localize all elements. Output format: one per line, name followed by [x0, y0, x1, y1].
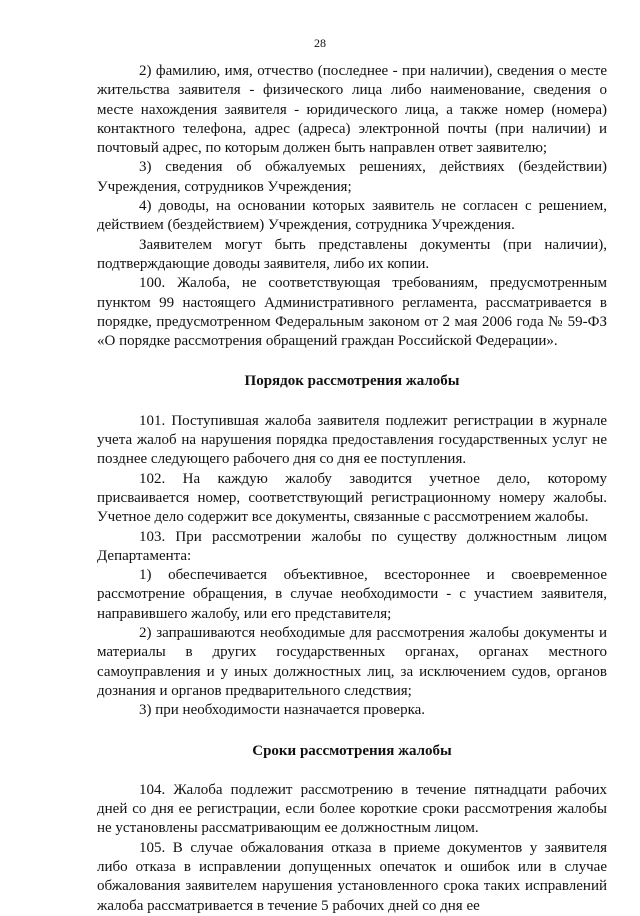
document-body — [97, 62, 607, 916]
section-heading-review-procedure: Порядок рассмотрения жалобы — [244, 373, 460, 390]
page-number: 28 — [314, 36, 326, 50]
paragraph: 105. В случае обжалования отказа в приеме документов у заявителя либо отказа в исправлении допущенных опечаток и ошибок или в случае обжалования заявителем нарушения установленного срока таких исправлений жалоба рассматривается в течение 5 рабочих дней со дня ее — [97, 839, 607, 914]
spacer — [97, 392, 607, 412]
paragraph: 2) фамилию, имя, отчество (последнее - при наличии), сведения о месте жительства заявителя - физического лица либо наименование, сведения о месте нахождения заявителя - юридического лица, а также номер (номера) контактного телефона, адрес (адреса) электронной почты (при наличии) и почтовый адрес, по которым должен быть направлен ответ заявителю; — [97, 63, 607, 157]
paragraph: 4) доводы, на основании которых заявитель не согласен с решением, действием (бездействием) Учреждения, сотрудника Учреждения. — [97, 198, 607, 234]
paragraph: 103. При рассмотрении жалобы по существу должностным лицом Департамента: — [97, 528, 607, 564]
paragraph: 2) запрашиваются необходимые для рассмотрения жалобы документы и материалы в других государственных органах, органах местного самоуправления и у иных должностных лиц, за исключением судов, органов дознания и органов предварительного следствия; — [97, 625, 607, 699]
paragraph: 100. Жалоба, не соответствующая требованиям, предусмотренным пунктом 99 настоящего Административного регламента, рассматривается в порядке, предусмотренном Федеральным законом от 2 мая 2006 года № 59-ФЗ «О порядке рассмотрения обращений граждан Российской Федерации». — [97, 275, 607, 350]
paragraph: 104. Жалоба подлежит рассмотрению в течение пятнадцати рабочих дней со дня ее регистрации, если более короткие сроки рассмотрения жалобы не установлены рассматривающим ее должностным лицом. — [97, 781, 607, 837]
paragraph: 3) сведения об обжалуемых решениях, действиях (бездействии) Учреждения, сотрудников Учреждения; — [97, 159, 607, 195]
paragraph: Заявителем могут быть представлены документы (при наличии), подтверждающие доводы заявителя, либо их копии. — [97, 236, 607, 272]
spacer — [97, 761, 607, 781]
paragraph: 101. Поступившая жалоба заявителя подлежит регистрации в журнале учета жалоб на нарушения порядка предоставления государственных услуг не позднее следующего рабочего дня со дня ее поступления. — [97, 412, 607, 468]
paragraph: 1) обеспечивается объективное, всестороннее и своевременное рассмотрение обращения, в случае необходимости - с участием заявителя, направившего жалобу, или его представителя; — [97, 567, 607, 622]
spacer — [97, 721, 607, 742]
paragraph: 3) при необходимости назначается проверка. — [139, 702, 426, 719]
paragraph: 102. На каждую жалобу заводится учетное дело, которому присваивается номер, соответствующий регистрационному номеру жалобы. Учетное дело содержит все документы, связанные с рассмотрением жалобы. — [97, 470, 607, 526]
spacer — [97, 351, 607, 372]
section-heading-review-terms: Сроки рассмотрения жалобы — [252, 742, 452, 759]
